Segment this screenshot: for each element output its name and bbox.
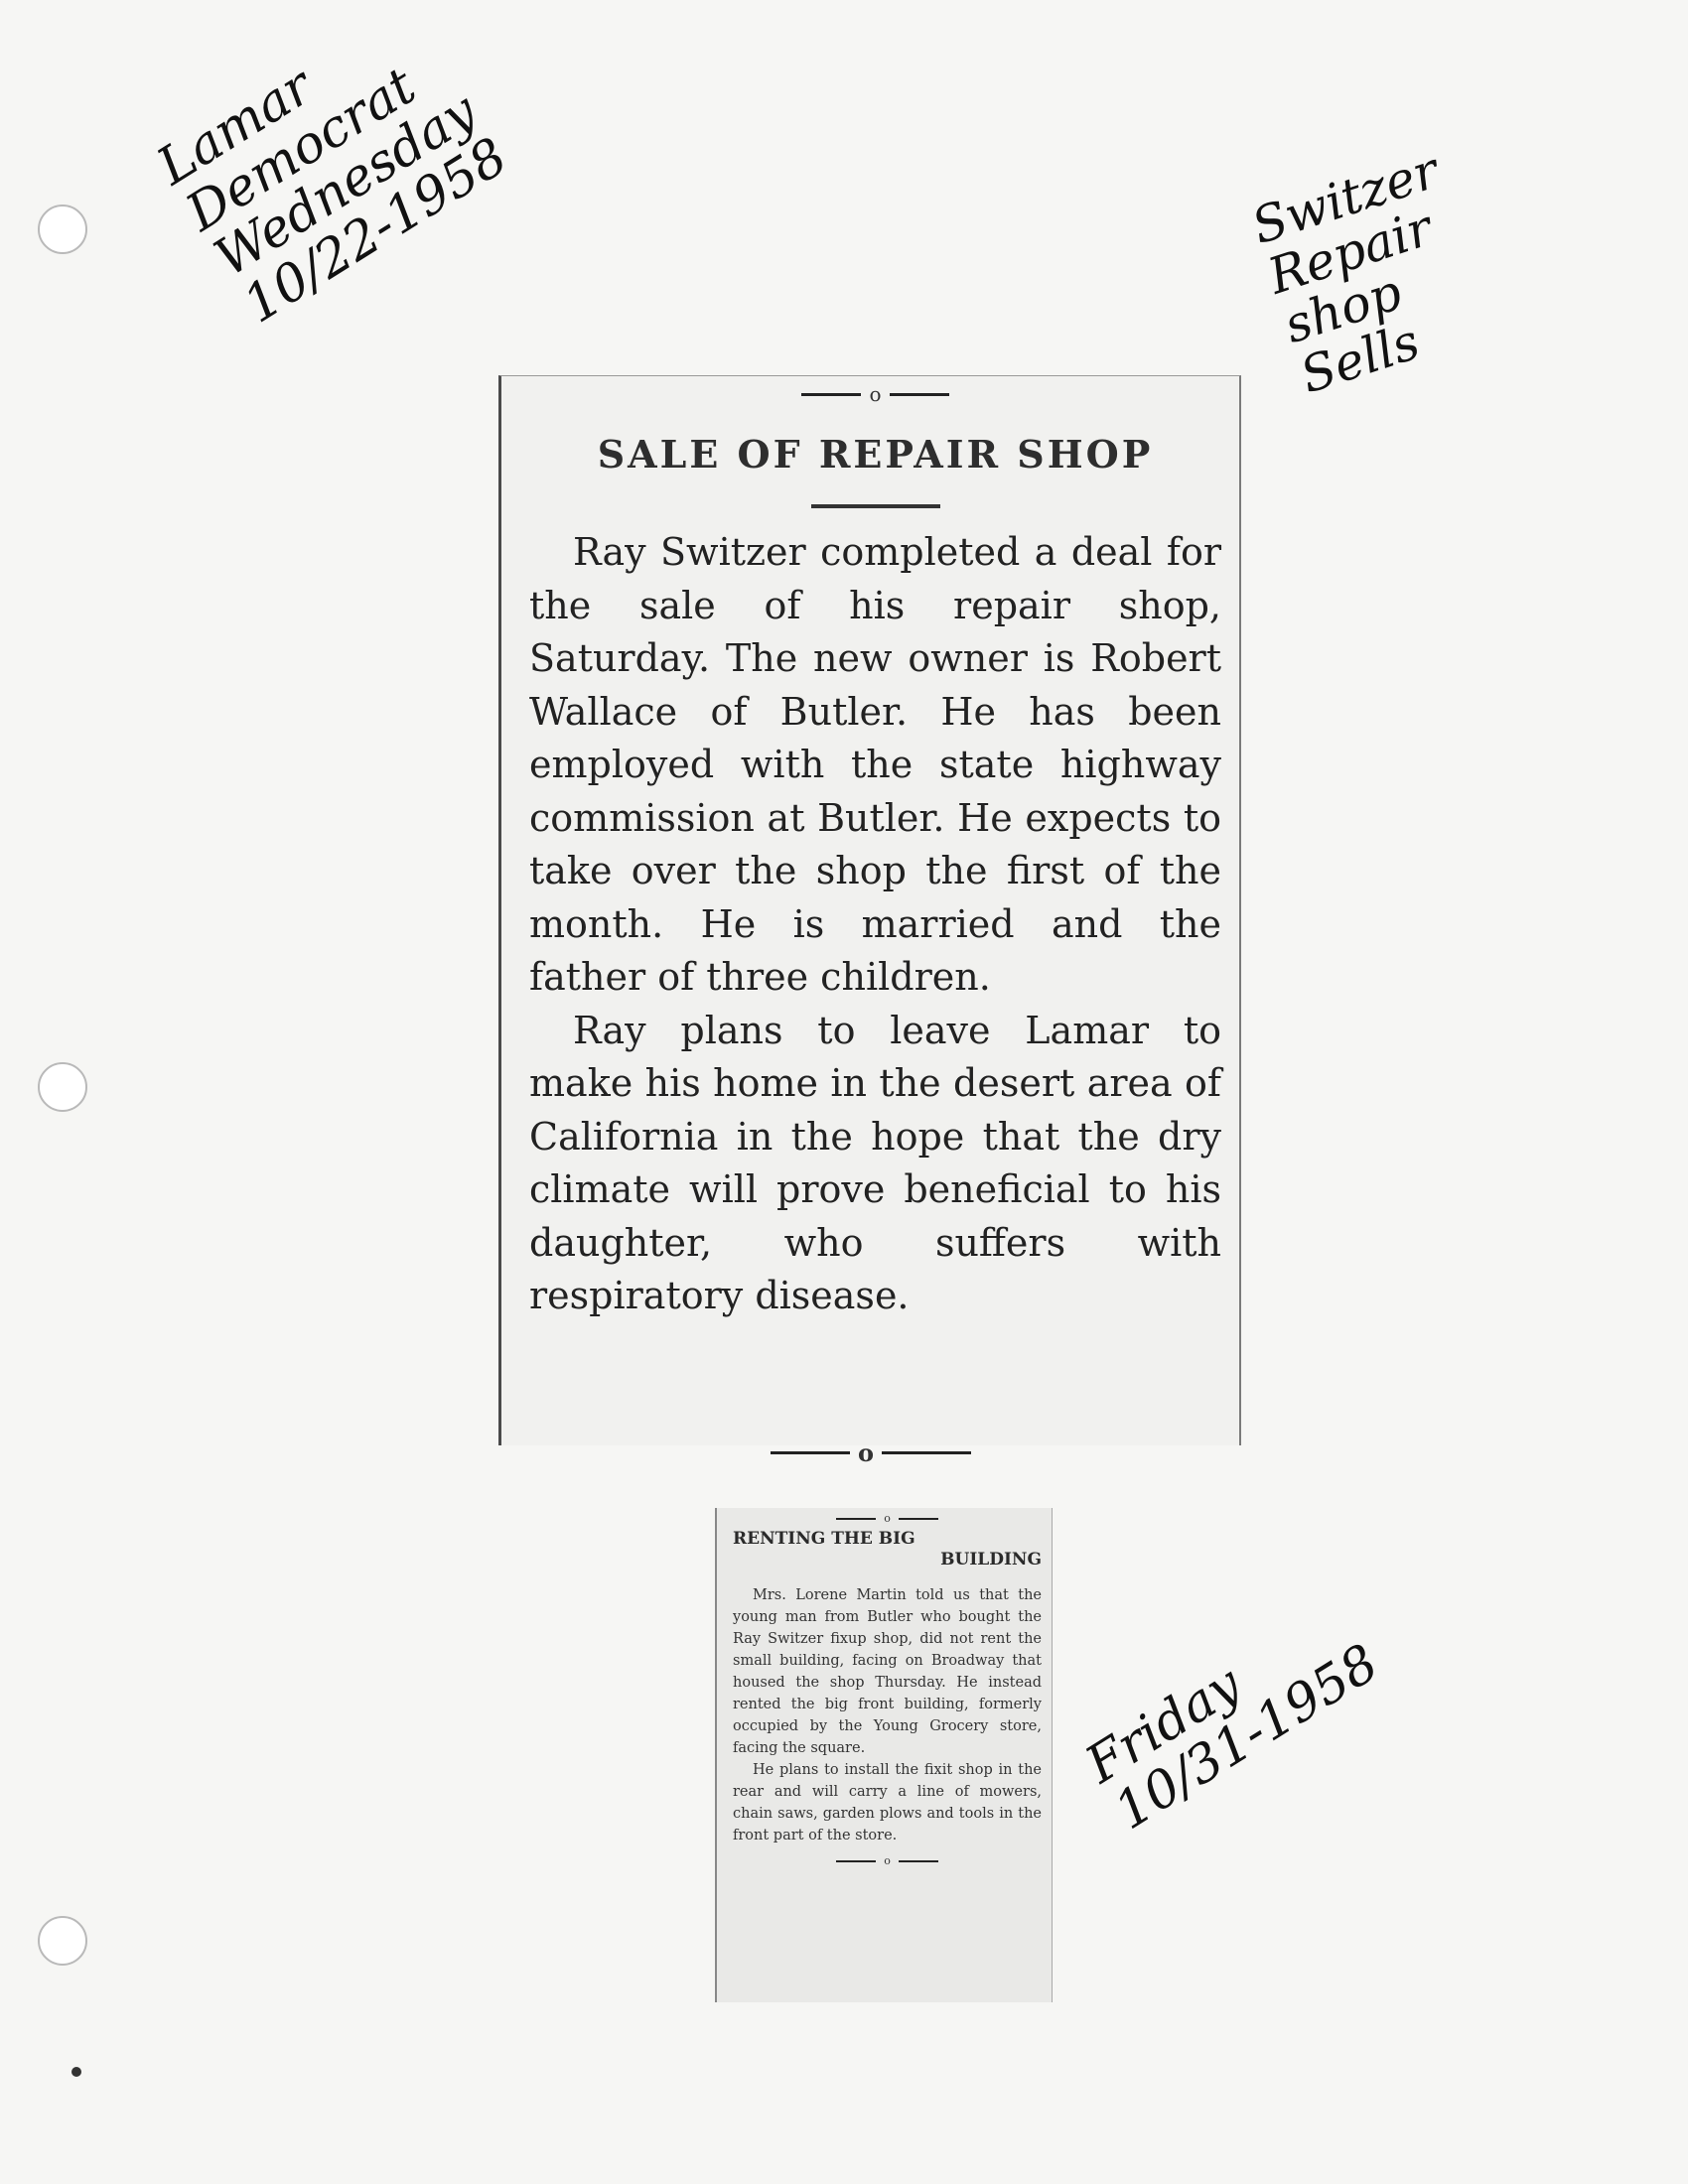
ornament-bar-left [836,1860,876,1862]
ornament-circle: o [884,1512,891,1525]
body-paragraph-2: Ray plans to leave Lamar to make his home in the desert area of California in the hope that the dry climate will prove beneficial to his daughter, who suffers with respiratory disease. [529,1008,1221,1317]
small-paragraph-2: He plans to install the fixit shop in the rear and will carry a line of mowers, chain saws, garden plows and tools in the front part of the store. [733,1762,1042,1843]
clipping-renting-the-big-building [715,1508,1053,2002]
clipping-body [529,526,1221,1323]
ornament-circle: o [869,382,882,406]
small-paragraph-1: Mrs. Lorene Martin told us that the young man from Butler who bought the Ray Switzer fixup shop, did not rent the small building, facing on Broadway that housed the shop Thursday. He instead rented the big front building, formerly occupied by the Young Grocery store, facing the square. [733,1587,1042,1756]
ornament-bar-right [890,393,949,396]
body-paragraph-1: Ray Switzer completed a deal for the sale of his repair shop, Saturday. The new owner is Robert Wallace of Butler. He has been employed with the state highway commission at Butler. He expects to take over the shop the first of the month. He is married and the father of three children. [529,530,1221,999]
clipping-headline: SALE OF REPAIR SHOP [597,432,1154,477]
clipping-sale-of-repair-shop [498,375,1241,1445]
small-clipping-headline [733,1529,1042,1570]
headline-line-1: RENTING THE BIG [733,1529,915,1549]
ornament-bar-left [771,1451,850,1454]
small-bottom-ornament-rule [733,1854,1042,1867]
handwritten-source-date: Lamar Democrat Wednesday 10/22-1958 [147,56,518,336]
small-clipping-body [733,1584,1042,1846]
ornament-bar-right [899,1518,938,1520]
punch-hole-bottom [38,1916,87,1966]
punch-hole-middle [38,1062,87,1112]
handwritten-topic: Switzer Repair shop Sells [1245,141,1446,405]
punch-hole-top [38,205,87,254]
small-top-ornament-rule [733,1512,1042,1525]
handwritten-second-date: Friday 10/31-1958 [1075,1632,1389,1842]
headline-underline [811,504,940,508]
ornament-bar-right [899,1860,938,1862]
ornament-bar-right [882,1451,971,1454]
ornament-bar-left [801,393,861,396]
headline-line-2: BUILDING [940,1550,1042,1570]
bottom-ornament-rule [771,1438,971,1467]
top-ornament-rule [529,382,1221,406]
ornament-bar-left [836,1518,876,1520]
ornament-circle: o [884,1854,891,1867]
stray-ink-dot [71,2067,81,2077]
ornament-circle: o [858,1438,875,1467]
